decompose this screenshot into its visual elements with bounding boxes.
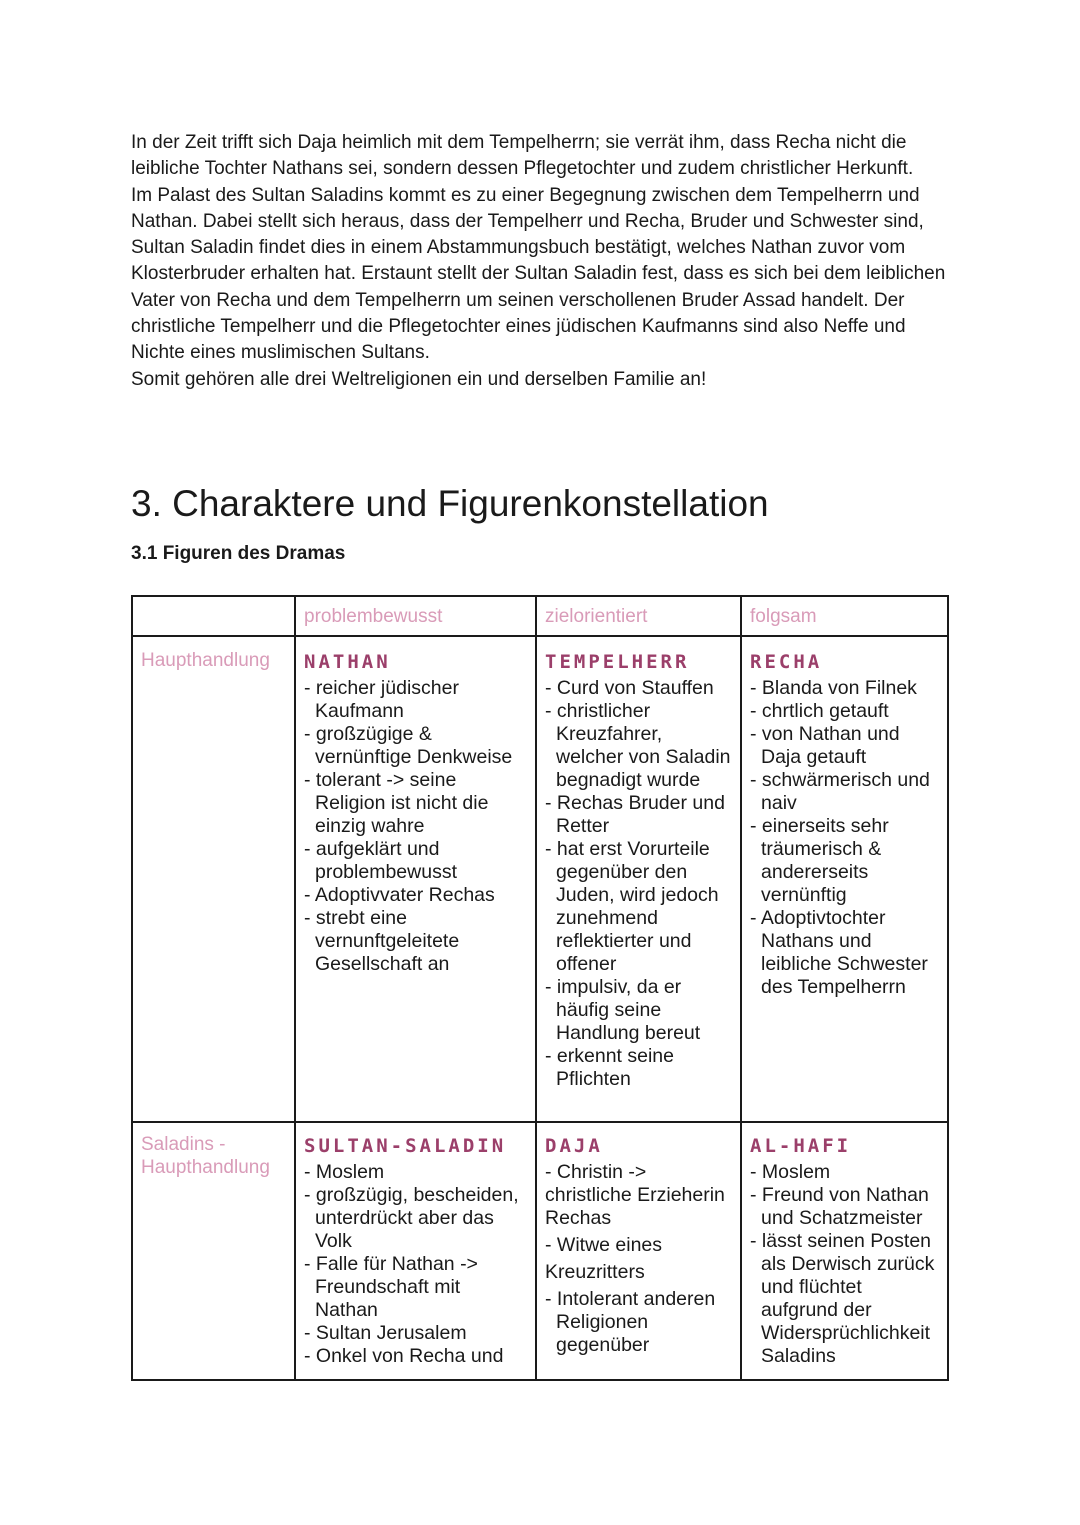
character-cell: [295, 636, 536, 1122]
table-row: [132, 1122, 948, 1380]
trait-item: christliche Erzieherin Rechas: [545, 1184, 725, 1229]
table-header-cell: [536, 596, 741, 636]
trait-item: - Rechas Bruder und Retter: [545, 792, 725, 837]
trait-list: [545, 1161, 732, 1357]
character-cell: [741, 1122, 948, 1380]
character-cell: [536, 1122, 741, 1380]
trait-item: - Moslem: [750, 1161, 831, 1183]
row-label-cell: [132, 636, 295, 1122]
trait-item: - impulsiv, da er häufig seine Handlung bereut: [545, 976, 701, 1044]
trait-item: - Falle für Nathan -> Freundschaft mit Nathan: [304, 1253, 478, 1321]
trait-item: - Sultan Jerusalem: [304, 1322, 467, 1344]
trait-item: - christlicher Kreuzfahrer, welcher von Saladin begnadigt wurde: [545, 700, 731, 791]
table-header-row: [132, 596, 948, 636]
trait-list: [545, 677, 732, 1091]
character-name: SULTAN-SALADIN: [304, 1135, 507, 1157]
header-problembewusst: problembewusst: [304, 606, 443, 627]
trait-item: - aufgeklärt und problembewusst: [304, 838, 457, 883]
trait-list: [750, 1161, 939, 1368]
trait-list: [304, 1161, 527, 1368]
header-zielorientiert: zielorientiert: [545, 606, 648, 627]
trait-item: - Curd von Stauffen: [545, 677, 714, 699]
intro-paragraph-2: Im Palast des Sultan Saladins kommt es zu einer Begegnung zwischen dem Tempelherrn und Nathan. Dabei stellt sich heraus, dass der Tempelherr und Recha, Bruder und Schwester sind, Sultan Saladin findet dies in einem Abstammungsbuch bestätigt, welches Nathan zuvor vom Klosterbruder erhalten hat. Erstaunt stellt der Sultan Saladin fest, dass es sich bei dem leiblichen Vater von Recha und dem Tempelherrn um seinen verschollenen Bruder Assad handelt. Der christliche Tempelherr und die Pflegetochter eines jüdischen Kaufmanns sind also Neffe und Nichte eines muslimischen Sultans.: [131, 184, 946, 364]
trait-item: - chrtlich getauft: [750, 700, 889, 722]
trait-list: [750, 677, 939, 999]
trait-item: - großzügige & vernünftige Denkweise: [304, 723, 513, 768]
trait-item: - Onkel von Recha und: [304, 1345, 504, 1367]
trait-list: [304, 677, 527, 976]
character-name: TEMPELHERR: [545, 651, 690, 673]
character-table: [131, 595, 949, 1381]
trait-item: - großzügig, bescheiden, unterdrückt aber das Volk: [304, 1184, 519, 1252]
character-cell: [295, 1122, 536, 1380]
trait-item: - Moslem: [304, 1161, 385, 1183]
character-cell: [741, 636, 948, 1122]
trait-item: - erkennt seine Pflichten: [545, 1045, 674, 1090]
trait-item: - Blanda von Filnek: [750, 677, 917, 699]
section-title: 3. Charaktere und Figurenkonstellation: [131, 483, 769, 524]
row-label: Saladins - Haupthandlung: [141, 1134, 270, 1178]
section-subtitle: 3.1 Figuren des Dramas: [131, 543, 346, 564]
trait-item: - von Nathan und Daja getauft: [750, 723, 900, 768]
header-folgsam: folgsam: [750, 606, 817, 627]
row-label: Haupthandlung: [141, 650, 270, 671]
character-name: NATHAN: [304, 651, 391, 673]
table-row: [132, 636, 948, 1122]
trait-item: - tolerant -> seine Religion ist nicht die einzig wahre: [304, 769, 489, 837]
trait-item: - Adoptivtochter Nathans und leibliche Schwester des Tempelherrn: [750, 907, 928, 998]
row-label-cell: [132, 1122, 295, 1380]
trait-item: - hat erst Vorurteile gegenüber den Juden, wird jedoch zunehmend reflektierter und offener: [545, 838, 719, 975]
trait-item: - lässt seinen Posten als Derwisch zurück und flüchtet aufgrund der Widersprüchlichkeit Saladins: [750, 1230, 935, 1367]
trait-item: - einerseits sehr träumerisch & andererseits vernünftig: [750, 815, 889, 906]
intro-paragraph-3: Somit gehören alle drei Weltreligionen ein und derselben Familie an!: [131, 368, 707, 390]
trait-item: - Christin ->: [545, 1161, 647, 1183]
character-name: RECHA: [750, 651, 823, 673]
character-name: DAJA: [545, 1135, 603, 1157]
trait-item: - Witwe eines: [545, 1234, 663, 1256]
table-header-empty: [132, 596, 295, 636]
trait-item: - schwärmerisch und naiv: [750, 769, 930, 814]
trait-item: - strebt eine vernunftgeleitete Gesellschaft an: [304, 907, 460, 975]
trait-item: Kreuzritters: [545, 1261, 645, 1283]
intro-paragraph-1: In der Zeit trifft sich Daja heimlich mit dem Tempelherrn; sie verrät ihm, dass Recha nicht die leibliche Tochter Nathans sei, sondern dessen Pflegetochter und zudem christlicher Herkunft.: [131, 132, 914, 180]
character-name: AL-HAFI: [750, 1135, 852, 1157]
trait-item: - Intolerant anderen Religionen gegenüber: [545, 1288, 716, 1356]
table-header-cell: [741, 596, 948, 636]
trait-item: - Freund von Nathan und Schatzmeister: [750, 1184, 929, 1229]
intro-text: [131, 130, 961, 393]
trait-item: - reicher jüdischer Kaufmann: [304, 677, 459, 722]
table-header-cell: [295, 596, 536, 636]
trait-item: - Adoptivvater Rechas: [304, 884, 495, 906]
character-cell: [536, 636, 741, 1122]
